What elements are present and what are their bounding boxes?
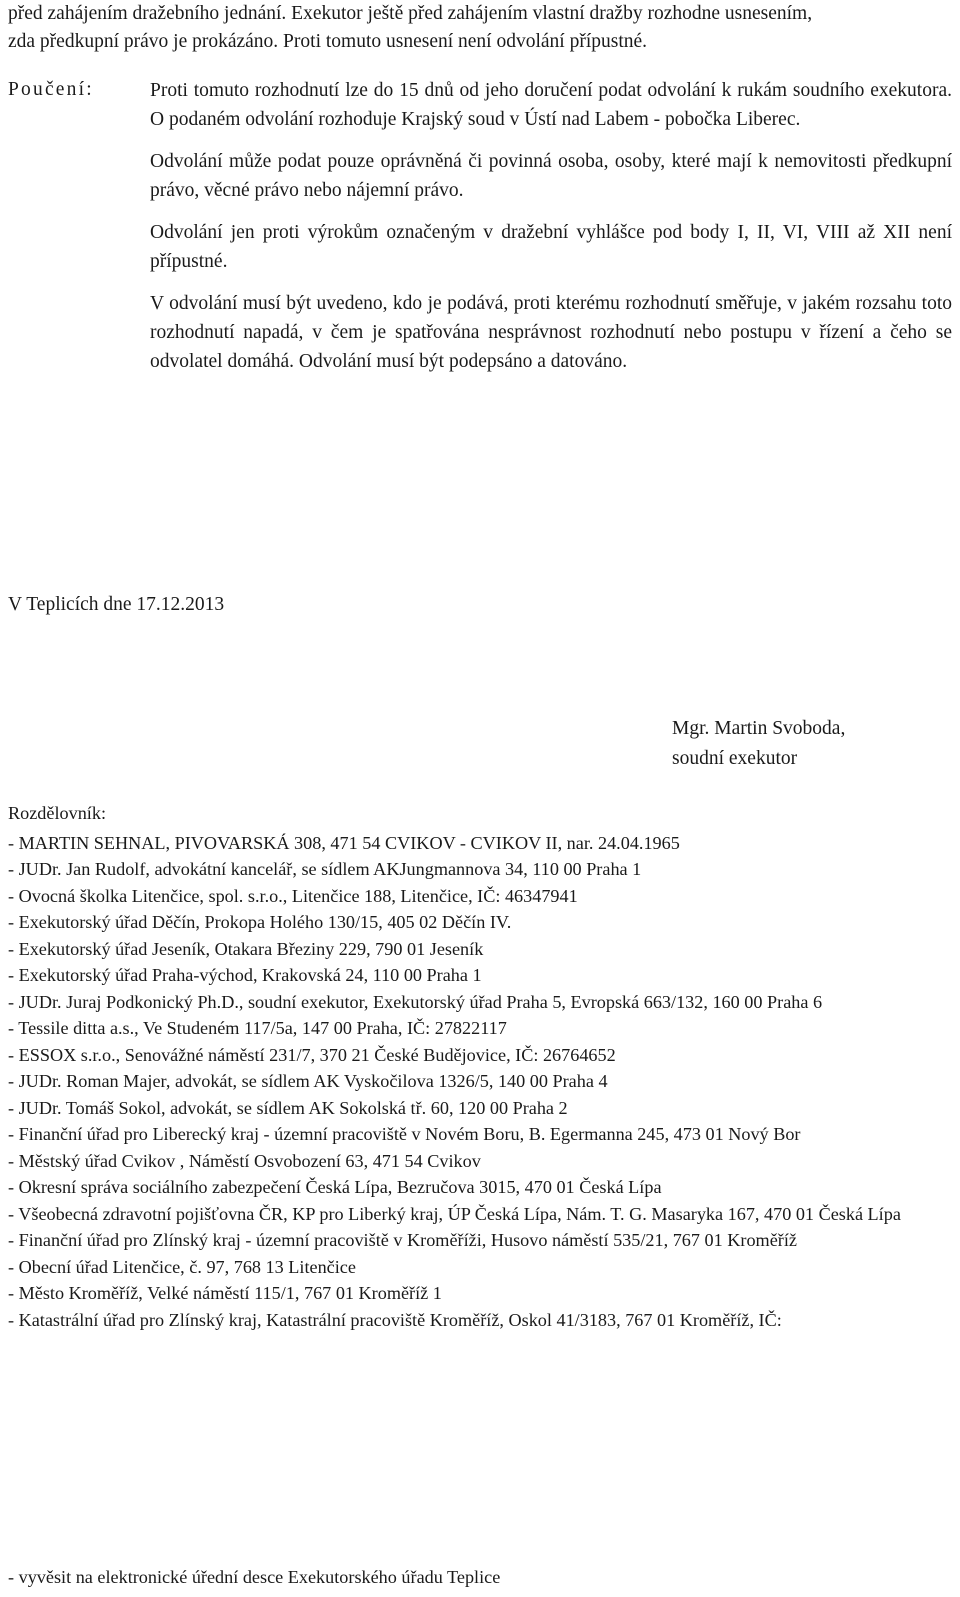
footer-note: - vyvěsit na elektronické úřední desce Exekutorského úřadu Teplice [8, 1567, 501, 1587]
distribution-list [8, 800, 952, 1333]
list-item: - JUDr. Tomáš Sokol, advokát, se sídlem AK Sokolská tř. 60, 120 00 Praha 2 [8, 1097, 568, 1118]
list-item: - Město Kroměříž, Velké náměstí 115/1, 767 01 Kroměříž 1 [8, 1283, 442, 1303]
signature-role: soudní exekutor [672, 748, 798, 769]
list-item: - Exekutorský úřad Praha-východ, Krakovská 24, 110 00 Praha 1 [8, 965, 482, 985]
list-item: - Finanční úřad pro Liberecký kraj - územní pracoviště v Novém Boru, B. Egermanna 245, 473 01 Nový Bor [8, 1124, 801, 1144]
list-item: - Finanční úřad pro Zlínský kraj - územní pracoviště v Kroměříži, Husovo náměstí 535/21, 767 01 Kroměříž [8, 1230, 797, 1250]
distribution-items [8, 830, 952, 1334]
pouceni-paragraph: Proti tomuto rozhodnutí lze do 15 dnů od jeho doručení podat odvolání k rukám soudního exekutora. O podaném odvolání rozhoduje Krajský soud v Ústí nad Labem - pobočka Liberec. [150, 80, 952, 130]
pouceni-label: Poučení: [8, 79, 94, 100]
list-item: - Ovocná školka Litenčice, spol. s.r.o., Litenčice 188, Litenčice, IČ: 46347941 [8, 885, 578, 906]
signature-name: Mgr. Martin Svoboda, [672, 718, 846, 739]
distribution-label: Rozdělovník: [8, 803, 106, 823]
list-item: - Exekutorský úřad Děčín, Prokopa Holého 130/15, 405 02 Děčín IV. [8, 912, 512, 932]
list-item: - Všeobecná zdravotní pojišťovna ČR, KP pro Liberký kraj, ÚP Česká Lípa, Nám. T. G. Masaryka 167, 470 01 Česká Lípa [8, 1203, 901, 1224]
intro-text [8, 0, 948, 56]
list-item: - Exekutorský úřad Jeseník, Otakara Březiny 229, 790 01 Jeseník [8, 938, 484, 959]
pouceni-body [150, 76, 952, 389]
pouceni-paragraph: Odvolání jen proti výrokům označeným v dražební vyhlášce pod body I, II, VI, VIII až XII není přípustné. [150, 222, 952, 272]
list-item: - Okresní správa sociálního zabezpečení Česká Lípa, Bezručova 3015, 470 01 Česká Lípa [8, 1177, 662, 1197]
list-item: - JUDr. Jan Rudolf, advokátní kancelář, se sídlem AKJungmannova 34, 110 00 Praha 1 [8, 859, 642, 879]
list-item: - Tessile ditta a.s., Ve Studeném 117/5a, 147 00 Praha, IČ: 27822117 [8, 1018, 507, 1038]
intro-line-1: před zahájením dražebního jednání. Exekutor ještě před zahájením vlastní dražby rozhodne usnesením, [8, 3, 813, 24]
signature-block [672, 714, 845, 774]
list-item: - JUDr. Roman Majer, advokát, se sídlem AK Vyskočilova 1326/5, 140 00 Praha 4 [8, 1071, 608, 1091]
pouceni-paragraph: V odvolání musí být uvedeno, kdo je podává, proti kterému rozhodnutí směřuje, v jakém rozsahu toto rozhodnutí napadá, v čem je spatřována nesprávnost rozhodnutí nebo postupu v řízení a čeho se odvolatel domáhá. Odvolání musí být podepsáno a datováno. [150, 293, 952, 372]
list-item: - JUDr. Juraj Podkonický Ph.D., soudní exekutor, Exekutorský úřad Praha 5, Evropská 663/132, 160 00 Praha 6 [8, 991, 823, 1012]
intro-line-2: zda předkupní právo je prokázáno. Proti tomuto usnesení není odvolání přípustné. [8, 31, 648, 52]
list-item: - ESSOX s.r.o., Senovážné náměstí 231/7, 370 21 České Budějovice, IČ: 26764652 [8, 1044, 616, 1065]
list-item: - Katastrální úřad pro Zlínský kraj, Katastrální pracoviště Kroměříž, Oskol 41/3183, 767 01 Kroměříž, IČ: [8, 1309, 782, 1330]
list-item: - Městský úřad Cvikov , Náměstí Osvobození 63, 471 54 Cvikov [8, 1150, 481, 1171]
list-item: - Obecní úřad Litenčice, č. 97, 768 13 Litenčice [8, 1256, 356, 1277]
date-line: V Teplicích dne 17.12.2013 [8, 594, 225, 615]
pouceni-paragraph: Odvolání může podat pouze oprávněná či povinná osoba, osoby, které mají k nemovitosti předkupní právo, věcné právo nebo nájemní právo. [150, 151, 952, 201]
list-item: - MARTIN SEHNAL, PIVOVARSKÁ 308, 471 54 CVIKOV - CVIKOV II, nar. 24.04.1965 [8, 832, 680, 853]
